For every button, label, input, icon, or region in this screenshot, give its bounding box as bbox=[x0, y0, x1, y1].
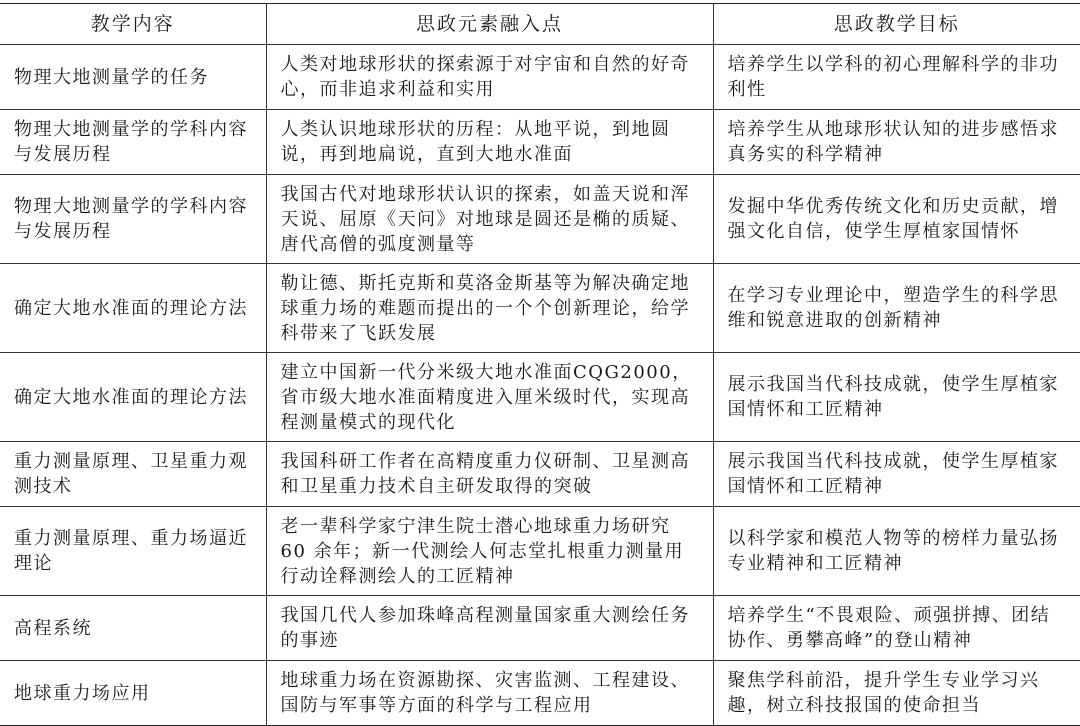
header-ideological-goal: 思政教学目标 bbox=[713, 4, 1080, 45]
table-row bbox=[0, 264, 1080, 353]
cell-ideological-element: 老一辈科学家宁津生院士潜心地球重力场研究 60 余年；新一代测绘人何志堂扎根重力测量用行动诠释测绘人的工匠精神 bbox=[266, 507, 713, 596]
cell-ideological-element: 勒让德、斯托克斯和莫洛金斯基等为解决确定地球重力场的难题而提出的一个个创新理论，给学科带来了飞跃发展 bbox=[266, 264, 713, 353]
cell-ideological-element: 人类对地球形状的探索源于对宇宙和自然的好奇心，而非追求利益和实用 bbox=[266, 45, 713, 110]
curriculum-table bbox=[0, 3, 1080, 726]
cell-teaching-content: 物理大地测量学的学科内容与发展历程 bbox=[0, 110, 266, 175]
cell-teaching-content: 重力测量原理、卫星重力观测技术 bbox=[0, 442, 266, 507]
cell-ideological-goal: 发掘中华优秀传统文化和历史贡献，增强文化自信，使学生厚植家国情怀 bbox=[713, 175, 1080, 264]
cell-ideological-element: 建立中国新一代分米级大地水准面CQG2000，省市级大地水准面精度进入厘米级时代，实现高程测量模式的现代化 bbox=[266, 353, 713, 442]
table-row bbox=[0, 661, 1080, 726]
table-row bbox=[0, 507, 1080, 596]
cell-ideological-goal: 培养学生“不畏艰险、顽强拼搏、团结协作、勇攀高峰”的登山精神 bbox=[713, 596, 1080, 661]
curriculum-table-container bbox=[0, 3, 1080, 726]
cell-ideological-element: 我国几代人参加珠峰高程测量国家重大测绘任务的事迹 bbox=[266, 596, 713, 661]
cell-ideological-element: 我国古代对地球形状认识的探索，如盖天说和浑天说、屈原《天问》对地球是圆还是椭的质疑、唐代高僧的弧度测量等 bbox=[266, 175, 713, 264]
table-row bbox=[0, 175, 1080, 264]
cell-ideological-goal: 展示我国当代科技成就，使学生厚植家国情怀和工匠精神 bbox=[713, 442, 1080, 507]
header-teaching-content: 教学内容 bbox=[0, 4, 266, 45]
table-row bbox=[0, 442, 1080, 507]
cell-teaching-content: 确定大地水准面的理论方法 bbox=[0, 264, 266, 353]
cell-teaching-content: 地球重力场应用 bbox=[0, 661, 266, 726]
cell-ideological-element: 地球重力场在资源勘探、灾害监测、工程建设、国防与军事等方面的科学与工程应用 bbox=[266, 661, 713, 726]
cell-teaching-content: 确定大地水准面的理论方法 bbox=[0, 353, 266, 442]
table-row bbox=[0, 110, 1080, 175]
table-row bbox=[0, 596, 1080, 661]
cell-ideological-element: 人类认识地球形状的历程：从地平说，到地圆说，再到地扁说，直到大地水准面 bbox=[266, 110, 713, 175]
header-ideological-element: 思政元素融入点 bbox=[266, 4, 713, 45]
cell-teaching-content: 高程系统 bbox=[0, 596, 266, 661]
table-row bbox=[0, 45, 1080, 110]
table-header-row bbox=[0, 4, 1080, 45]
cell-ideological-goal: 在学习专业理论中，塑造学生的科学思维和锐意进取的创新精神 bbox=[713, 264, 1080, 353]
cell-ideological-goal: 展示我国当代科技成就，使学生厚植家国情怀和工匠精神 bbox=[713, 353, 1080, 442]
cell-teaching-content: 物理大地测量学的学科内容与发展历程 bbox=[0, 175, 266, 264]
table-row bbox=[0, 353, 1080, 442]
cell-ideological-goal: 以科学家和模范人物等的榜样力量弘扬专业精神和工匠精神 bbox=[713, 507, 1080, 596]
cell-teaching-content: 重力测量原理、重力场逼近理论 bbox=[0, 507, 266, 596]
cell-teaching-content: 物理大地测量学的任务 bbox=[0, 45, 266, 110]
cell-ideological-element: 我国科研工作者在高精度重力仪研制、卫星测高和卫星重力技术自主研发取得的突破 bbox=[266, 442, 713, 507]
cell-ideological-goal: 培养学生以学科的初心理解科学的非功利性 bbox=[713, 45, 1080, 110]
cell-ideological-goal: 聚焦学科前沿，提升学生专业学习兴趣，树立科技报国的使命担当 bbox=[713, 661, 1080, 726]
cell-ideological-goal: 培养学生从地球形状认知的进步感悟求真务实的科学精神 bbox=[713, 110, 1080, 175]
